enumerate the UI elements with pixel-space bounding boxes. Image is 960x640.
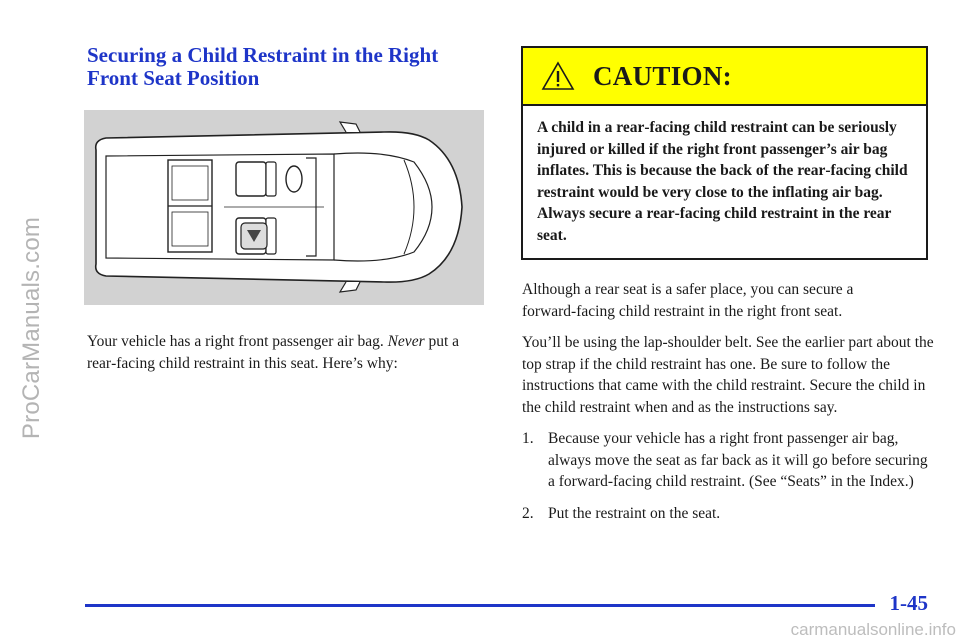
caution-box — [521, 46, 928, 260]
lap-shoulder-belt-paragraph: You’ll be using the lap‑shoulder belt. See the earlier part about the top strap if the child restraint has one. Be sure to follow the instructions that came with the child restraint. Secure the child in the child restraint when and as the instructions say. — [522, 334, 934, 416]
list-item-text: Because your vehicle has a right front passenger air bag, always move the seat as far back as it will go before securing a forward‑facing child restraint. (See “Seats” in the Index.) — [548, 430, 928, 490]
vehicle-top-view-figure — [84, 110, 484, 305]
list-item-number: 2. — [522, 504, 534, 522]
caution-header — [523, 48, 926, 106]
intro-paragraph — [87, 331, 492, 374]
intro-emphasis: Never — [387, 333, 425, 350]
intro-text-end: put a rear‑facing child restraint in this seat. Here’s why: — [87, 333, 460, 372]
right-column — [522, 279, 934, 534]
caution-title: CAUTION: — [593, 60, 732, 91]
vehicle-top-view-seat-diagram-icon — [84, 110, 484, 305]
list-item-text: Put the restraint on the seat. — [548, 504, 721, 522]
site-footer: carmanualsonline.info — [790, 620, 956, 639]
watermark — [14, 38, 50, 618]
footer-rule — [85, 604, 875, 607]
safer-place-paragraph: Although a rear seat is a safer place, you can secure a forward‑facing child restraint in the right front seat. — [522, 281, 854, 320]
warning-triangle-icon — [541, 61, 575, 91]
list-item — [522, 503, 934, 525]
watermark-text: ProCarManuals.com — [18, 216, 45, 440]
caution-body: A child in a rear‑facing child restraint can be seriously injured or killed if the right front passenger’s air bag inflates. This is because the back of the rear‑facing child restraint would be very close to the inflating air bag. Always secure a rear‑facing child restraint in the rear seat. — [537, 119, 908, 244]
list-item — [522, 428, 934, 493]
intro-text-start: Your vehicle has a right front passenger air bag. — [87, 333, 388, 350]
list-item-number: 1. — [522, 430, 534, 447]
section-title: Securing a Child Restraint in the Right Front Seat Position — [87, 43, 439, 90]
page-number: 1-45 — [889, 591, 928, 615]
